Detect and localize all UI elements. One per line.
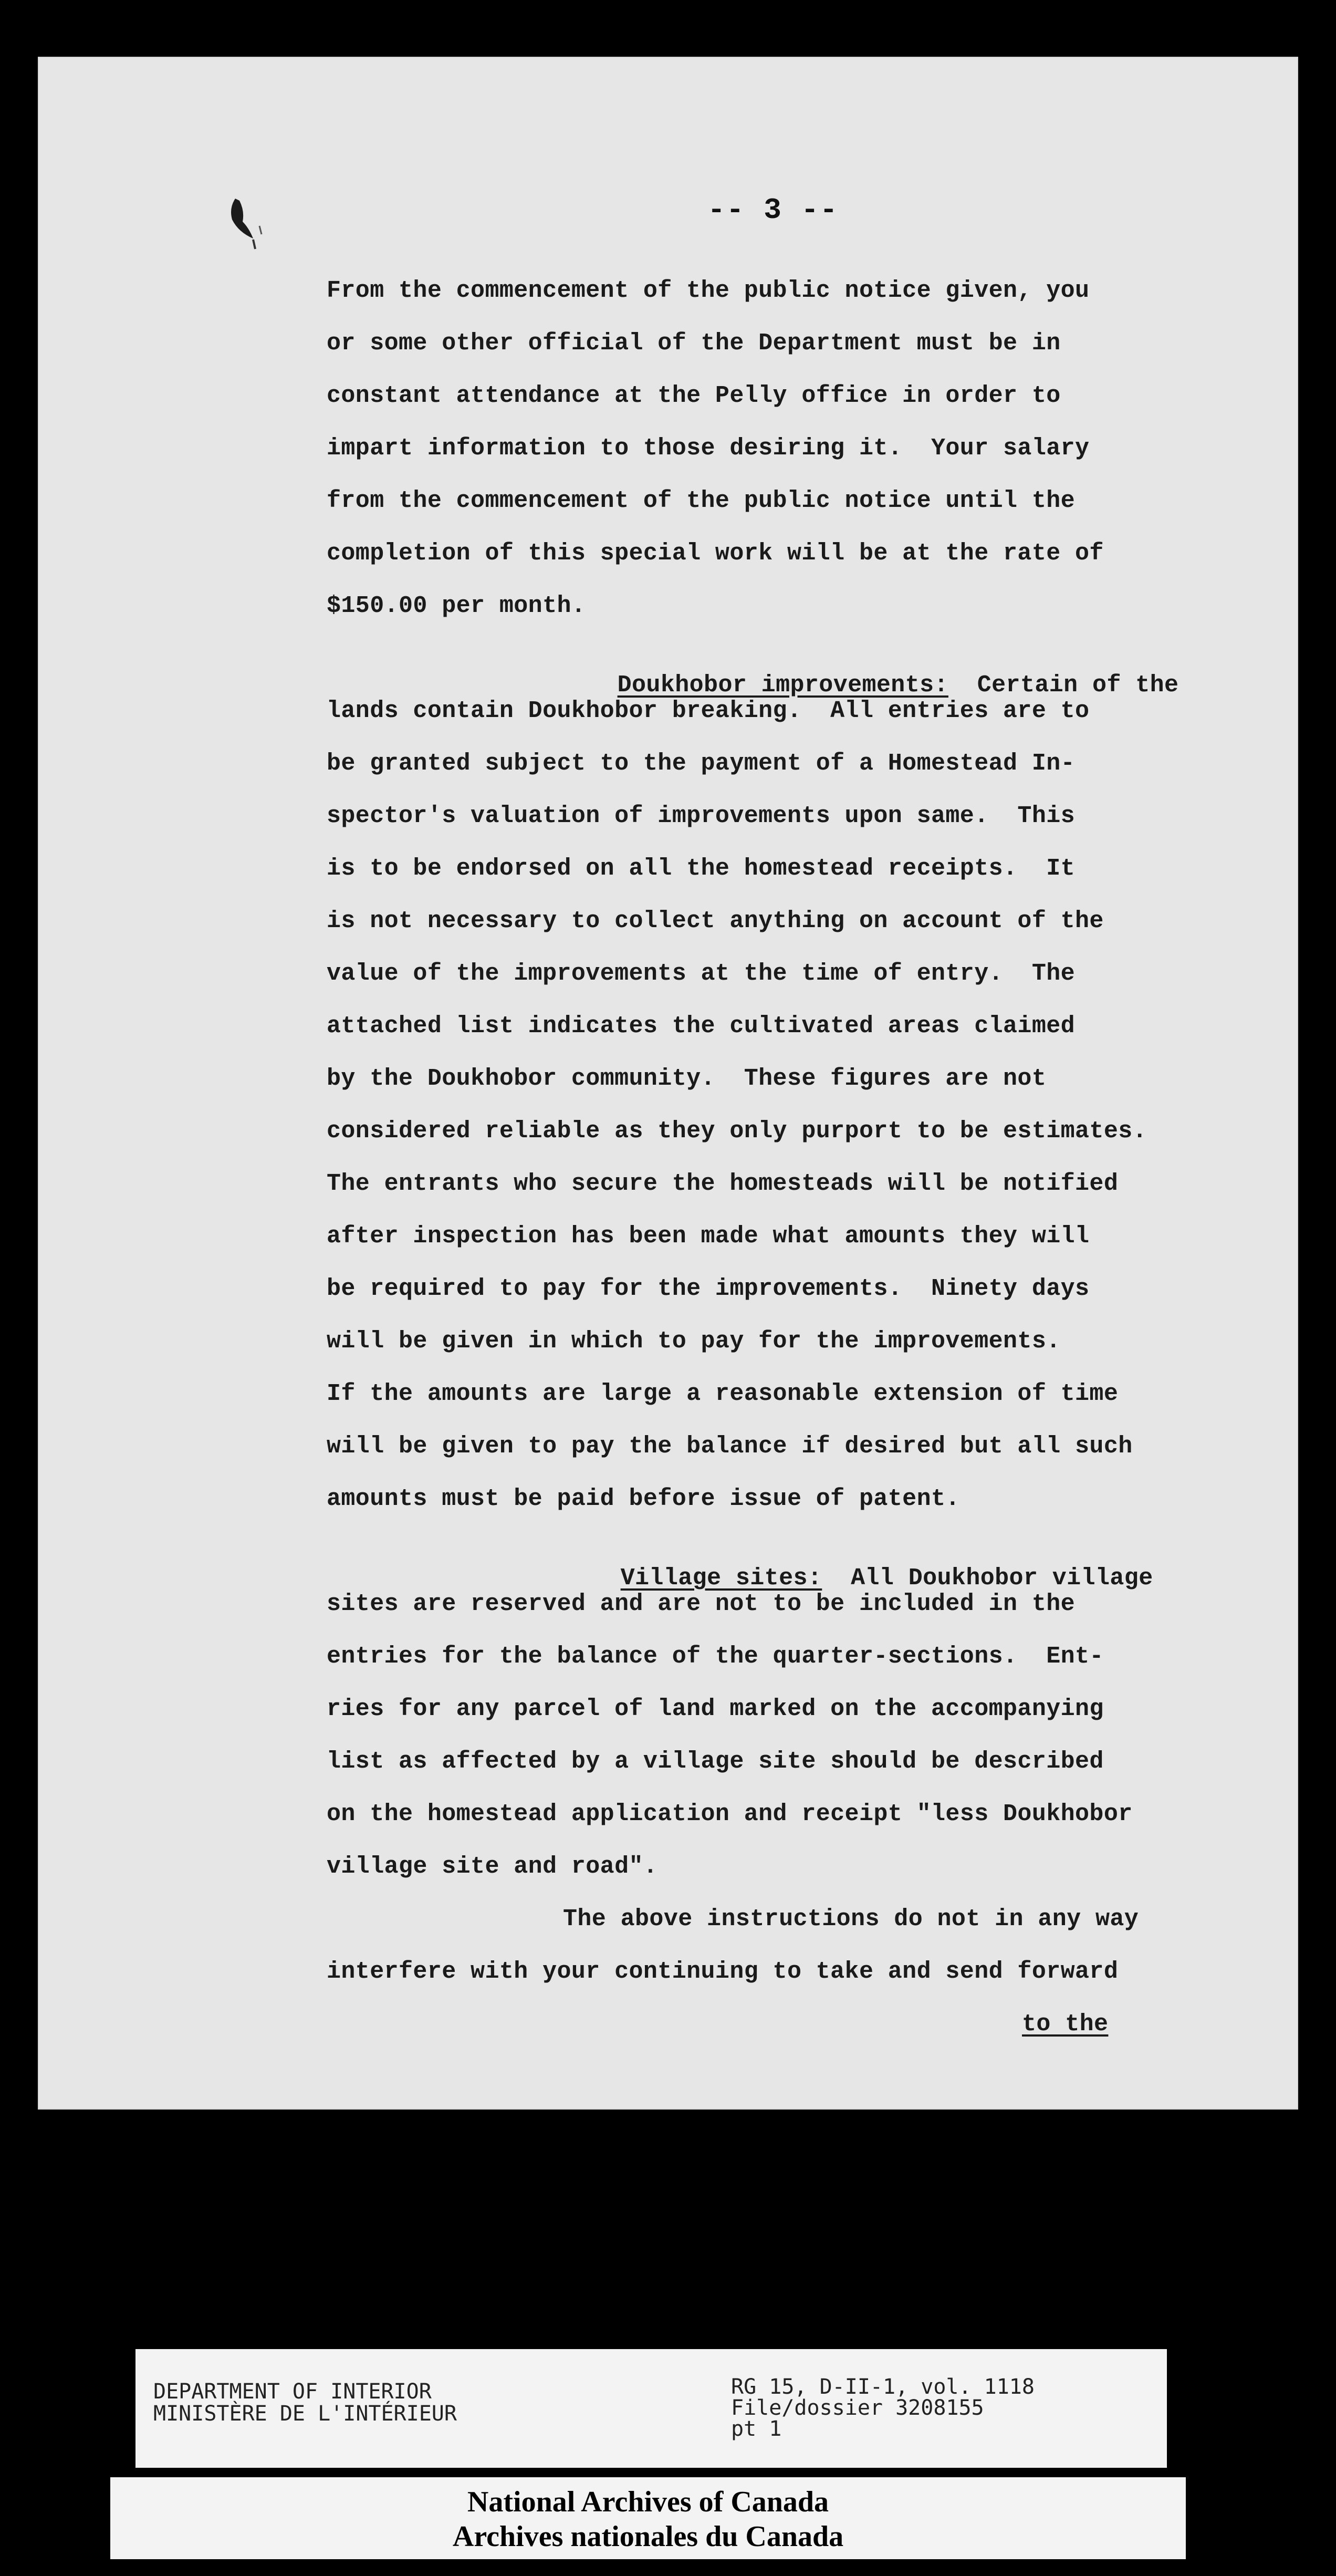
text-line: The entrants who secure the homesteads will be notified	[327, 1170, 1119, 1197]
department-label	[153, 2381, 457, 2425]
text-line: from the commencement of the public notice until the	[327, 487, 1076, 514]
text-line: entries for the balance of the quarter-sections. Ent-	[327, 1643, 1104, 1670]
text-line: or some other official of the Department must be in	[327, 330, 1061, 357]
document-page	[38, 57, 1298, 2110]
text-line: will be given to pay the balance if desired but all such	[327, 1433, 1133, 1460]
text-line: completion of this special work will be at the rate of	[327, 540, 1104, 567]
text-line-rest: All Doukhobor village	[822, 1565, 1153, 1592]
text-line: village site and road".	[327, 1853, 658, 1880]
text-line: amounts must be paid before issue of patent.	[327, 1486, 960, 1512]
improvements-heading: Doukhobor improvements:	[617, 672, 948, 699]
text-line-rest: Certain of the	[948, 672, 1179, 699]
file-reference	[731, 2376, 1035, 2439]
text-line: by the Doukhobor community. These figures are not	[327, 1065, 1047, 1092]
text-line: after inspection has been made what amounts they will	[327, 1223, 1090, 1250]
text-line: sites are reserved and are not to be included in the	[327, 1591, 1076, 1617]
department-fr: MINISTÈRE DE L'INTÉRIEUR	[153, 2402, 457, 2426]
text-line: is to be endorsed on all the homestead receipts. It	[327, 855, 1076, 882]
archives-fr: Archives nationales du Canada	[452, 2520, 844, 2553]
file-number: File/dossier 3208155	[731, 2396, 984, 2420]
text-line: From the commencement of the public notice given, you	[327, 277, 1090, 304]
department-en: DEPARTMENT OF INTERIOR	[153, 2380, 432, 2404]
text-line: is not necessary to collect anything on account of the	[327, 908, 1104, 934]
text-line: be granted subject to the payment of a Homestead In-	[327, 750, 1076, 777]
text-line: list as affected by a village site should be described	[327, 1748, 1104, 1775]
archive-reference-card	[135, 2349, 1167, 2468]
village-heading: Village sites:	[620, 1565, 822, 1592]
text-line: value of the improvements at the time of entry. The	[327, 960, 1076, 987]
text-line: on the homestead application and receipt "less Doukhobor	[327, 1801, 1133, 1827]
page-number: -- 3 --	[707, 193, 839, 227]
text-line: spector's valuation of improvements upon same. This	[327, 803, 1076, 829]
text-line: considered reliable as they only purport to be estimates.	[327, 1118, 1147, 1145]
archives-banner	[110, 2477, 1186, 2559]
text-line: $150.00 per month.	[327, 593, 586, 619]
text-line: ries for any parcel of land marked on the accompanying	[327, 1696, 1104, 1722]
text-line: If the amounts are large a reasonable extension of time	[327, 1380, 1119, 1407]
text-line: The above instructions do not in any way	[563, 1906, 1139, 1933]
text-line: constant attendance at the Pelly office in order to	[327, 382, 1061, 409]
text-line: will be given in which to pay for the improvements.	[327, 1328, 1061, 1355]
text-line: lands contain Doukhobor breaking. All entries are to	[327, 698, 1090, 724]
text-line: interfere with your continuing to take and send forward	[327, 1958, 1119, 1985]
text-line: impart information to those desiring it. Your salary	[327, 435, 1090, 462]
catchword: to the	[1022, 2011, 1109, 2038]
archives-en: National Archives of Canada	[467, 2486, 829, 2518]
text-line: attached list indicates the cultivated areas claimed	[327, 1013, 1076, 1040]
record-group: RG 15, D-II-1, vol. 1118	[731, 2375, 1035, 2399]
text-line: be required to pay for the improvements. Ninety days	[327, 1275, 1090, 1302]
part-number: pt 1	[731, 2417, 782, 2441]
